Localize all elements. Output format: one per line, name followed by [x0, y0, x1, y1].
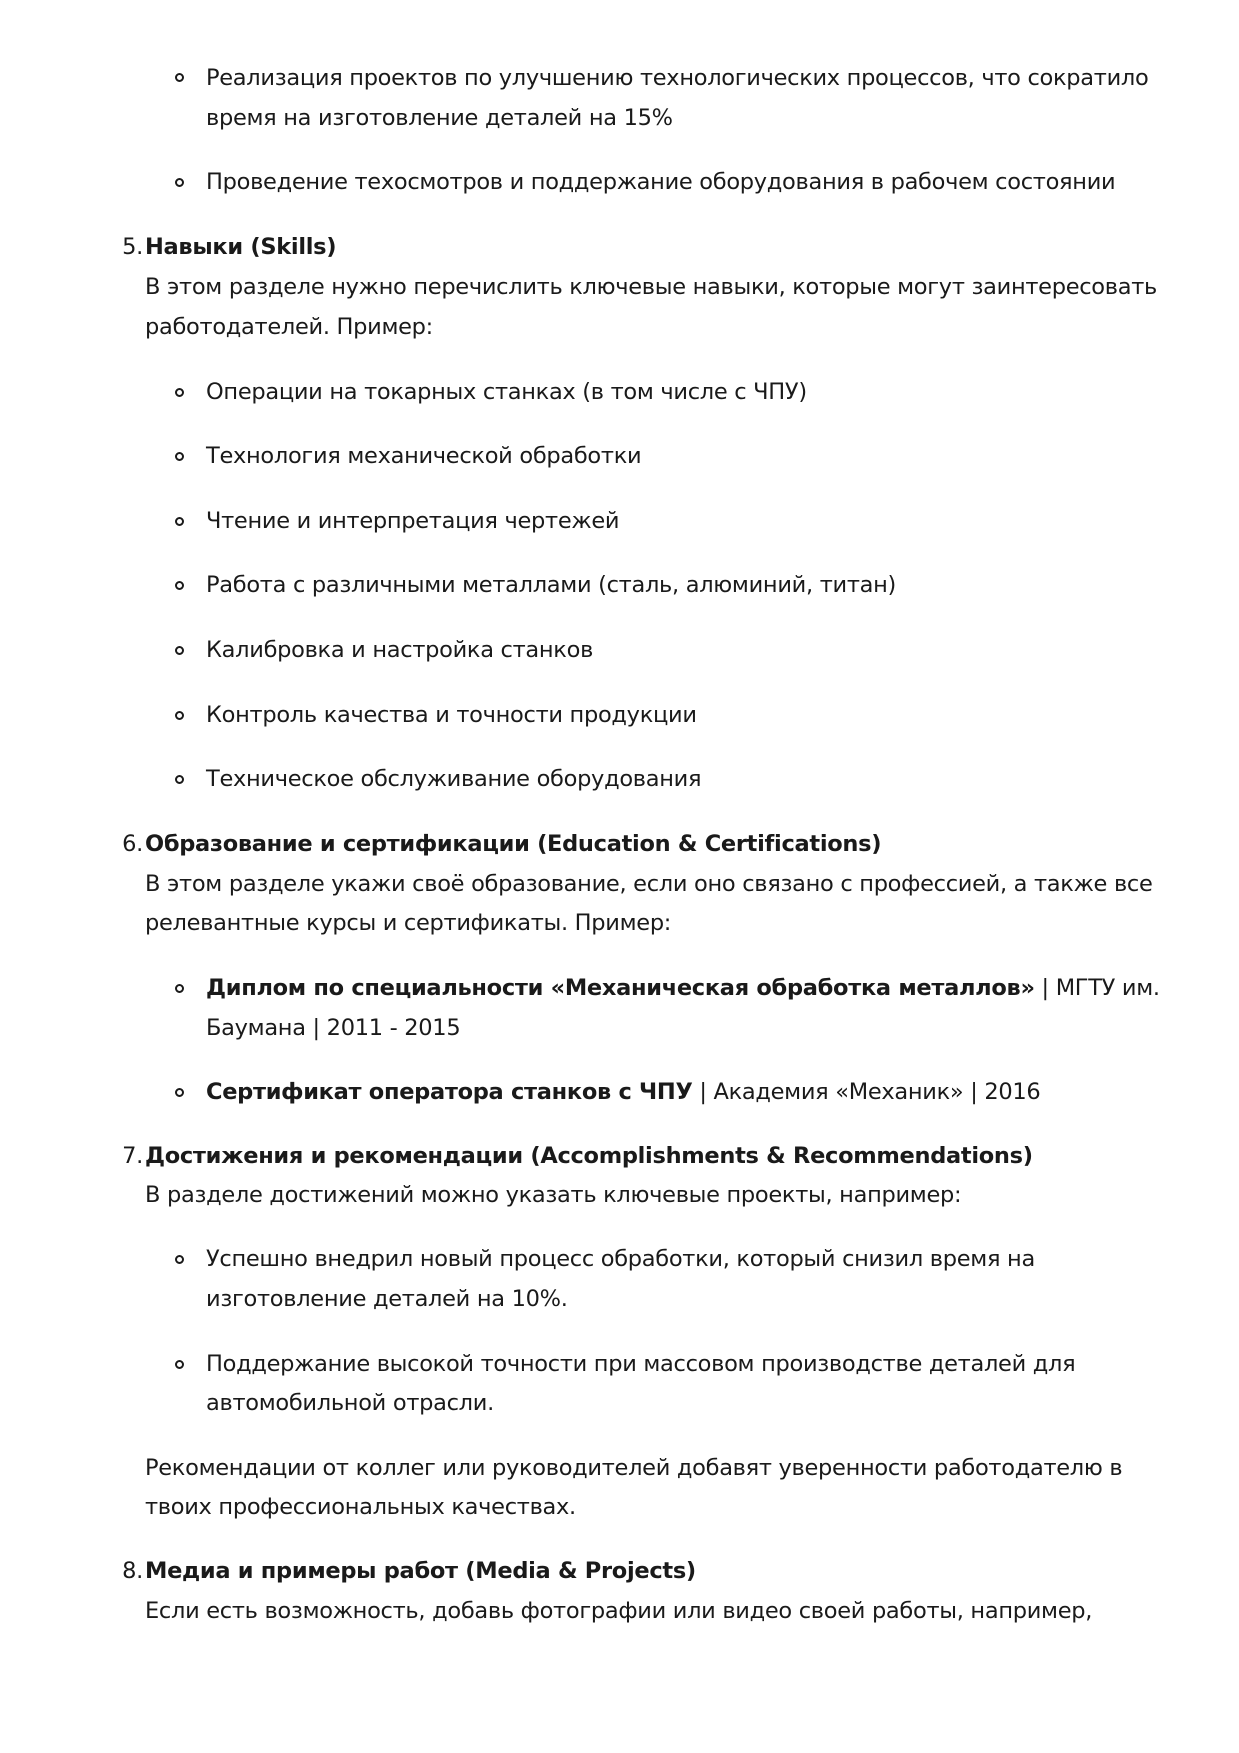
list-item-detail: | МГТУ им.: [1034, 975, 1160, 1001]
list-item-continuation: изготовление деталей на 10%.: [206, 1286, 568, 1312]
section-intro: работодателей. Пример:: [145, 314, 433, 340]
section-title: [145, 232, 336, 262]
bullet-icon: [175, 73, 184, 82]
bullet-icon: [175, 1360, 184, 1369]
list-item-bold: Диплом по специальности «Механическая обработка металлов»: [206, 975, 1035, 1001]
bullet-icon: [175, 984, 184, 993]
bullet-icon: [175, 1255, 184, 1264]
bullet-icon: [175, 581, 184, 590]
bullet-icon: [175, 1088, 184, 1097]
section-title: [145, 1556, 696, 1586]
section-title-text: Медиа и примеры работ (Media & Projects): [145, 1558, 696, 1584]
section-intro: В этом разделе нужно перечислить ключевые навыки, которые могут заинтересовать: [145, 274, 1157, 300]
list-item: Техническое обслуживание оборудования: [206, 766, 702, 792]
list-item: [206, 973, 1160, 1003]
section-number: 6.: [122, 831, 143, 857]
list-item: Контроль качества и точности продукции: [206, 702, 697, 728]
section-number: 7.: [122, 1143, 143, 1169]
section-intro: В этом разделе укажи своё образование, если оно связано с профессией, а также все: [145, 871, 1153, 897]
list-item: Работа с различными металлами (сталь, алюминий, титан): [206, 572, 897, 598]
list-item: Операции на токарных станках (в том числе с ЧПУ): [206, 379, 807, 405]
section-number: 5.: [122, 234, 143, 260]
section-outro: твоих профессиональных качествах.: [145, 1494, 576, 1520]
section-title-text: Образование и сертификации (Education & Certifications): [145, 831, 882, 857]
list-item: Успешно внедрил новый процесс обработки, который снизил время на: [206, 1246, 1035, 1272]
bullet-icon: [175, 452, 184, 461]
list-item-continuation: автомобильной отрасли.: [206, 1390, 494, 1416]
section-title-text: Навыки (Skills): [145, 234, 337, 260]
list-item: Калибровка и настройка станков: [206, 637, 594, 663]
list-item: Поддержание высокой точности при массовом производстве деталей для: [206, 1351, 1076, 1377]
list-item-bold: Сертификат оператора станков с ЧПУ: [206, 1079, 693, 1105]
section-title-text: Достижения и рекомендации (Accomplishments & Recommendations): [145, 1143, 1033, 1169]
bullet-icon: [175, 711, 184, 720]
bullet-icon: [175, 646, 184, 655]
bullet-icon: [175, 775, 184, 784]
section-intro: Если есть возможность, добавь фотографии или видео своей работы, например,: [145, 1598, 1093, 1624]
list-item: Чтение и интерпретация чертежей: [206, 508, 620, 534]
section-outro: Рекомендации от коллег или руководителей добавят уверенности работодателю в: [145, 1455, 1123, 1481]
section-number: 8.: [122, 1558, 143, 1584]
section-intro: В разделе достижений можно указать ключевые проекты, например:: [145, 1182, 962, 1208]
section-title: [145, 829, 881, 859]
list-item-continuation: время на изготовление деталей на 15%: [206, 105, 673, 131]
list-item: Технология механической обработки: [206, 443, 642, 469]
section-intro: релевантные курсы и сертификаты. Пример:: [145, 910, 672, 936]
list-item: [206, 1077, 1040, 1107]
section-title: [145, 1141, 1033, 1171]
bullet-icon: [175, 178, 184, 187]
list-item-continuation: Баумана | 2011 - 2015: [206, 1015, 461, 1041]
list-item: Реализация проектов по улучшению технологических процессов, что сократило: [206, 65, 1149, 91]
list-item: Проведение техосмотров и поддержание оборудования в рабочем состоянии: [206, 169, 1116, 195]
bullet-icon: [175, 388, 184, 397]
list-item-detail: | Академия «Механик» | 2016: [692, 1079, 1041, 1105]
bullet-icon: [175, 517, 184, 526]
